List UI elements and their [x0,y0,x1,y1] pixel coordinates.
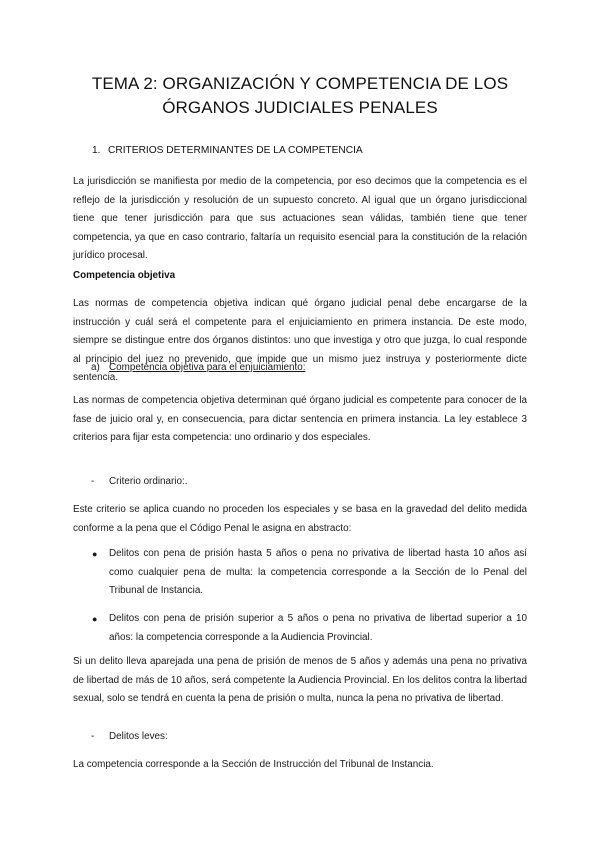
criterio-ordinario-label: Criterio ordinario:. [109,476,188,487]
audiencia-paragraph: Si un delito lleva aparejada una pena de prisión de menos de 5 años y además una pena no privativa de libertad de más de 10 años, será competente la Audiencia Provincial. En los delitos contra la libertad sexual, solo se tendrá en cuenta la pena de prisión o multa, nunca la pena no privativa de libertad. [73,656,527,705]
bullet-item [92,610,527,647]
bullet-dot: ● [92,614,98,624]
section-heading-text: CRITERIOS DETERMINANTES DE LA COMPETENCIA [108,145,363,156]
enjuiciamiento-paragraph: Las normas de competencia objetiva determinan qué órgano judicial es competente para conocer de la fase de juicio oral y, en consecuencia, para dictar sentencia en primera instancia. La ley establece 3 criterios para fijar esta competencia: uno ordinario y dos especiales. [73,395,527,444]
subsection-a [91,362,306,373]
ordinario-paragraph: Este criterio se aplica cuando no proceden los especiales y se basa en la gravedad del delito medida conforme a la pena que el Código Penal le asigna en abstracto: [73,504,527,534]
section-number: 1. [92,145,101,156]
subsection-letter: a) [91,362,100,373]
bullet-text: Delitos con pena de prisión hasta 5 años o pena no privativa de libertad hasta 10 años así como cualquier pena de multa: la competencia corresponde a la Sección de lo Penal del Tribunal de Instancia. [109,548,527,597]
subsection-a-title: Competencia objetiva para el enjuiciamiento: [109,362,306,373]
intro-paragraph: La jurisdicción se manifiesta por medio de la competencia, por eso decimos que la competencia es el reflejo de la jurisdicción y resolución de un supuesto concreto. Al igual que un órgano jurisdiccional tiene que tener jurisdicción para que sus actuaciones sean válidas, también tiene que tener competencia, ya que en caso contrario, faltaría un requisito esencial para la constitución de la relación jurídico procesal. [73,176,527,262]
document-title: TEMA 2: ORGANIZACIÓN Y COMPETENCIA DE LOS ÓRGANOS JUDICIALES PENALES [91,74,509,117]
objective-paragraph: Las normas de competencia objetiva indican qué órgano judicial penal debe encargarse de la instrucción y cuál será el competente para el enjuiciamiento en primera instancia. De este modo, siempre se distingue entre dos órganos distintos: uno que investiga y otro que juzga, lo cual responde al principio del juez no prevenido, que impide que un mismo juez instruya y posteriormente dicte sentencia. [73,298,527,384]
bullet-item [92,545,527,601]
delitos-leves-item [91,731,168,742]
dash-marker: - [91,731,95,742]
dash-marker: - [91,476,95,487]
leves-paragraph: La competencia corresponde a la Sección de Instrucción del Tribunal de Instancia. [73,759,434,770]
criterio-ordinario-item [91,476,187,487]
delitos-leves-label: Delitos leves: [109,731,168,742]
bullet-text: Delitos con pena de prisión superior a 5 años o pena no privativa de libertad superior a 10 años: la competencia corresponde a la Audiencia Provincial. [109,613,527,643]
objective-heading: Competencia objetiva [73,270,176,281]
section-heading [92,145,363,156]
bullet-dot: ● [92,549,98,559]
